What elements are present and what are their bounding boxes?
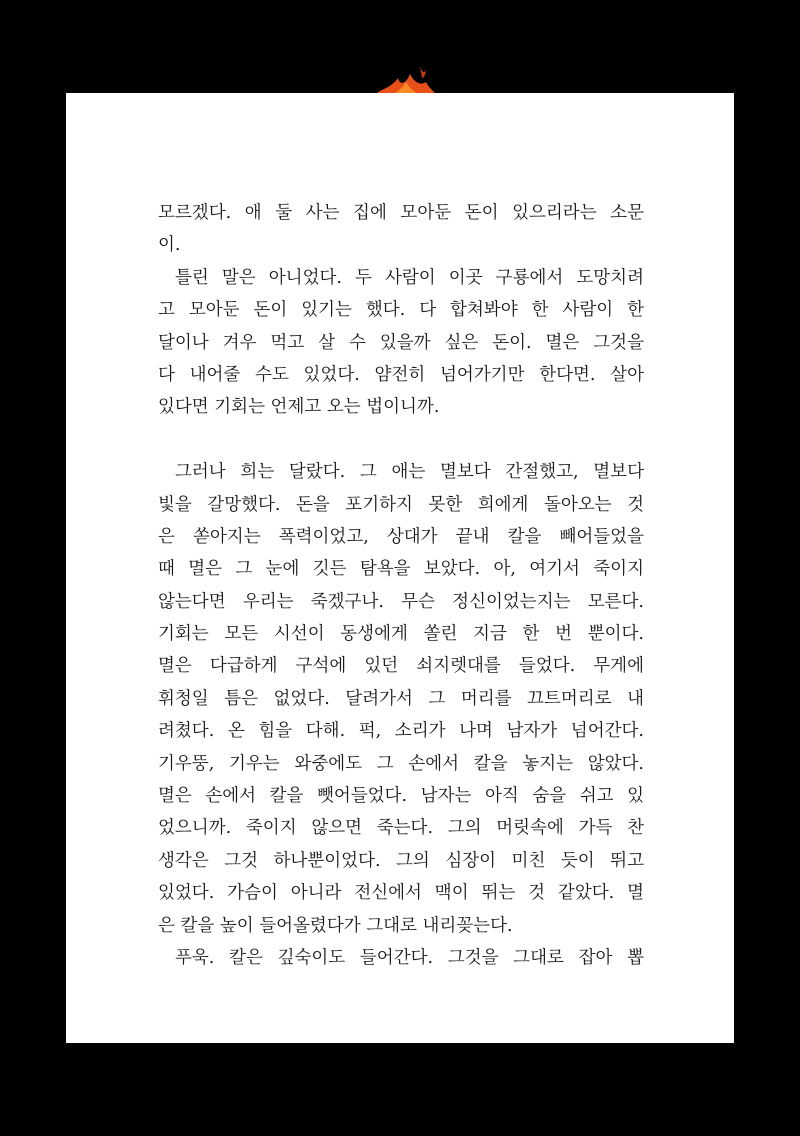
body-text: [158, 197, 644, 974]
text-line: 생각은 그것 하나뿐이었다. 그의 심장이 미친 듯이 뛰고: [158, 850, 644, 871]
text-line: 이.: [158, 235, 181, 256]
text-line: 달이나 겨우 먹고 살 수 있을까 싶은 돈이. 멸은 그것을: [158, 332, 644, 353]
text-line: 푸욱. 칼은 깊숙이도 들어간다. 그것을 그대로 잡아 뽑: [175, 947, 644, 968]
text-line: 기회는 모든 시선이 동생에게 쏠린 지금 한 번 뿐이다.: [158, 624, 644, 645]
text-line: 멸은 손에서 칼을 뺏어들었다. 남자는 아직 숨을 쉬고 있: [158, 786, 644, 807]
text-line: 틀린 말은 아니었다. 두 사람이 이곳 구룡에서 도망치려: [175, 267, 644, 288]
text-line: 그러나 희는 달랐다. 그 애는 멸보다 간절했고, 멸보다: [175, 462, 644, 483]
text-line: 않는다면 우리는 죽겠구나. 무슨 정신이었는지는 모른다.: [158, 591, 644, 612]
text-line: 은 칼을 높이 들어올렸다가 그대로 내리꽂는다.: [158, 915, 513, 936]
text-line: 려쳤다. 온 힘을 다해. 퍽, 소리가 나며 남자가 넘어간다.: [158, 721, 644, 742]
text-line: 휘청일 틈은 없었다. 달려가서 그 머리를 끄트머리로 내: [158, 688, 644, 709]
text-line: 있었다. 가슴이 아니라 전신에서 맥이 뛰는 것 같았다. 멸: [158, 883, 644, 904]
text-line: 때 멸은 그 눈에 깃든 탐욕을 보았다. 아, 여기서 죽이지: [158, 559, 644, 580]
paragraph-break: [158, 424, 644, 456]
text-line: 었으니까. 죽이지 않으면 죽는다. 그의 머릿속에 가득 찬: [158, 818, 644, 839]
text-line: 고 모아둔 돈이 있기는 했다. 다 합쳐봐야 한 사람이 한: [158, 300, 644, 321]
text-line: 빛을 갈망했다. 돈을 포기하지 못한 희에게 돌아오는 것: [158, 494, 644, 515]
text-line: 은 쏟아지는 폭력이었고, 상대가 끝내 칼을 빼어들었을: [158, 526, 644, 547]
text-line: 있다면 기회는 언제고 오는 법이니까.: [158, 397, 440, 418]
text-line: 다 내어줄 수도 있었다. 얌전히 넘어가기만 한다면. 살아: [158, 364, 644, 385]
text-line: 멸은 다급하게 구석에 있던 쇠지렛대를 들었다. 무게에: [158, 656, 644, 677]
document-page: [66, 93, 734, 1043]
text-line: 모르겠다. 애 둘 사는 집에 모아둔 돈이 있으리라는 소문: [158, 203, 644, 223]
text-line: 기우뚱, 기우는 와중에도 그 손에서 칼을 놓지는 않았다.: [158, 753, 644, 774]
